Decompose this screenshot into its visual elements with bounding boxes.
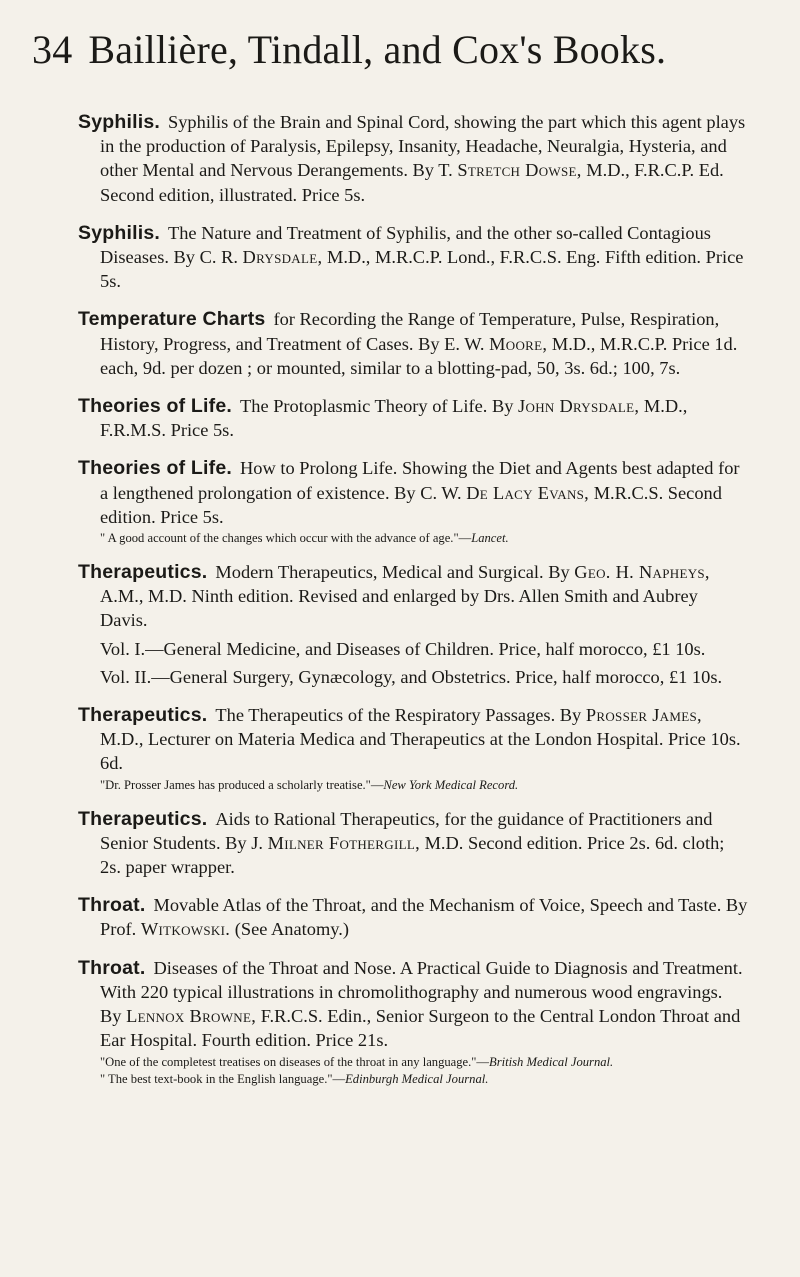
entry-keyword: Syphilis. <box>78 221 160 244</box>
catalogue-entry-therapeutics-modern: Therapeutics. Modern Therapeutics, Medical and Surgical. By Geo. H. Napheys, A.M., M.D. Ninth edition. Revised and enlarged by Drs. Allen Smith and Aubrey Davis. Vol. I.—General Medicine, and Diseases of Children. Price, half morocco, £1 10s. Vol. II.—General Surgery, Gynæcology, and Obstetrics. Price, half morocco, £1 10s. <box>78 560 748 689</box>
author-name: Moore, <box>489 333 548 354</box>
author-name: Prosser James, <box>585 705 702 726</box>
volume-line: Vol. I.—General Medicine, and Diseases of Children. Price, half morocco, £1 10s. <box>100 638 706 659</box>
catalogue-entry-throat-diseases: Throat. Diseases of the Throat and Nose. A Practical Guide to Diagnosis and Treatment. With 220 typical illustrations in chromolithography and numerous wood engravings. By Lennox Browne, F.R.C.S. Edin., Senior Surgeon to the Central London Throat and Ear Hospital. Fourth edition. Price 21s. "One of the completest treatises on diseases of the throat in any language."—British Medical Journal. " The best text-book in the English language."—Edinburgh Medical Journal. <box>78 956 748 1087</box>
catalogue-entry-therapeutics-respiratory: Therapeutics. The Therapeutics of the Respiratory Passages. By Prosser James, M.D., Lecturer on Materia Medica and Therapeutics at the London Hospital. Price 10s. 6d. "Dr. Prosser James has produced a scholarly treatise."—New York Medical Record. <box>78 703 748 793</box>
quote-source: New York Medical Record. <box>383 777 519 792</box>
author-name: Geo. H. Napheys, <box>574 562 710 583</box>
entry-list <box>78 110 748 1101</box>
page-number: 34 <box>32 27 73 72</box>
catalogue-entry-therapeutics-aids: Therapeutics. Aids to Rational Therapeutics, for the guidance of Practitioners and Senior Students. By J. Milner Fothergill, M.D. Second edition. Price 2s. 6d. cloth; 2s. paper wrapper. <box>78 807 725 878</box>
entry-keyword: Temperature Charts <box>78 308 266 331</box>
review-quote: " A good account of the changes which occur with the advance of age."—Lancet. <box>100 531 509 546</box>
entry-keyword: Therapeutics. <box>78 561 208 584</box>
quote-source: British Medical Journal. <box>489 1054 614 1069</box>
entry-keyword: Throat. <box>78 956 146 979</box>
catalogue-entry-syphilis-nature: Syphilis. The Nature and Treatment of Syphilis, and the other so-called Contagious Diseases. By C. R. Drysdale, M.D., M.R.C.P. Lond., F.R.C.S. Eng. Fifth edition. Price 5s. <box>78 221 744 292</box>
catalogue-entry-theories-prolong: Theories of Life. How to Prolong Life. Showing the Diet and Agents best adapted for a lengthened prolongation of existence. By C. W. De Lacy Evans, M.R.C.S. Second edition. Price 5s. " A good account of the changes which occur with the advance of age."—Lancet. <box>78 456 748 546</box>
entry-keyword: Theories of Life. <box>78 395 233 418</box>
catalogue-entry-throat-atlas: Throat. Movable Atlas of the Throat, and the Mechanism of Voice, Speech and Taste. By Prof. Witkowski. (See Anatomy.) <box>78 894 748 940</box>
catalogue-entry-temperature-charts: Temperature Charts for Recording the Range of Temperature, Pulse, Respiration, History, Progress, and Treatment of Cases. By E. W. Moore, M.D., M.R.C.P. Price 1d. each, 9d. per dozen ; or mounted, similar to a blotting-pad, 50, 3s. 6d.; 100, 7s. <box>78 308 738 378</box>
catalogue-entry-syphilis-brain: Syphilis. Syphilis of the Brain and Spinal Cord, showing the part which this agent plays in the production of Paralysis, Epilepsy, Insanity, Headache, Neuralgia, Hysteria, and other Mental and Nervous Derangements. By T. Stretch Dowse, M.D., F.R.C.P. Ed. Second edition, illustrated. Price 5s. <box>78 111 746 205</box>
entry-keyword: Theories of Life. <box>78 457 233 480</box>
entry-keyword: Throat. <box>78 894 146 917</box>
author-name: Witkowski. <box>140 919 231 940</box>
page-header <box>32 26 772 74</box>
entry-keyword: Syphilis. <box>78 111 160 133</box>
author-name: John Drysdale, <box>518 396 640 417</box>
entry-keyword: Therapeutics. <box>78 704 208 727</box>
author-name: Lennox Browne, <box>126 1006 257 1027</box>
quote-source: Edinburgh Medical Journal. <box>345 1071 489 1086</box>
volume-line: Vol. II.—General Surgery, Gynæcology, and Obstetrics. Price, half morocco, £1 10s. <box>100 666 723 687</box>
catalogue-entry-theories-protoplasmic: Theories of Life. The Protoplasmic Theory of Life. By John Drysdale, M.D., F.R.M.S. Price 5s. <box>78 395 688 441</box>
review-quote: " The best text-book in the English language."—Edinburgh Medical Journal. <box>100 1071 489 1086</box>
author-name: Stretch Dowse, <box>457 160 582 181</box>
author-name: Drysdale, <box>242 247 323 268</box>
author-name: De Lacy Evans, <box>466 482 590 503</box>
running-title: Baillière, Tindall, and Cox's Books. <box>88 27 667 72</box>
review-quote: "One of the completest treatises on diseases of the throat in any language."—British Medical Journal. <box>100 1054 614 1069</box>
review-quote: "Dr. Prosser James has produced a scholarly treatise."—New York Medical Record. <box>100 777 519 792</box>
author-name: Milner Fothergill, <box>267 832 420 853</box>
entry-keyword: Therapeutics. <box>78 807 208 830</box>
quote-source: Lancet. <box>471 531 509 546</box>
